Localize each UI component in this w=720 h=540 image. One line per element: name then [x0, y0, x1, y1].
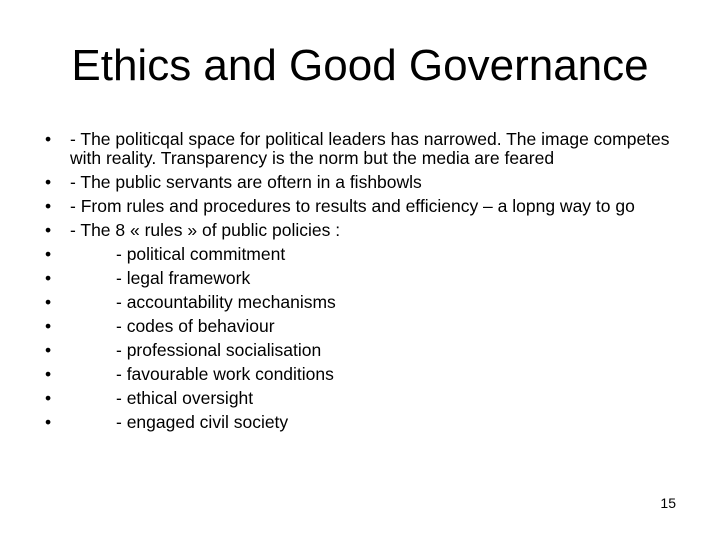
- bullet-icon: •: [45, 316, 52, 336]
- bullet-icon: •: [45, 340, 52, 360]
- list-item: [45, 130, 675, 168]
- bullet-icon: •: [45, 388, 52, 408]
- list-item-text: - codes of behaviour: [116, 316, 275, 336]
- list-item: [45, 365, 675, 384]
- bullet-icon: •: [45, 292, 52, 312]
- bullet-icon: •: [45, 220, 52, 240]
- list-item: [45, 389, 675, 408]
- list-item-text: - ethical oversight: [116, 388, 254, 408]
- list-item-text: - accountability mechanisms: [116, 292, 336, 312]
- list-item-text: - The 8 « rules » of public policies :: [70, 220, 341, 240]
- list-item-text: - political commitment: [116, 244, 286, 264]
- list-item: [45, 293, 675, 312]
- list-item-text: - professional socialisation: [116, 340, 322, 360]
- bullet-list: [45, 130, 675, 437]
- list-item: [45, 245, 675, 264]
- list-item: [45, 317, 675, 336]
- bullet-icon: •: [45, 364, 52, 384]
- list-item-text: - legal framework: [116, 268, 251, 288]
- bullet-icon: •: [45, 129, 52, 149]
- list-item: [45, 197, 675, 216]
- list-item: [45, 173, 675, 192]
- bullet-icon: •: [45, 172, 52, 192]
- list-item-text: - engaged civil society: [116, 412, 289, 432]
- list-item-text: - From rules and procedures to results and efficiency – a lopng way to go: [70, 196, 635, 216]
- list-item: [45, 221, 675, 240]
- list-item: [45, 269, 675, 288]
- bullet-icon: •: [45, 412, 52, 432]
- bullet-icon: •: [45, 244, 52, 264]
- slide-title: Ethics and Good Governance: [71, 41, 649, 90]
- list-item-text: - favourable work conditions: [116, 364, 334, 384]
- bullet-icon: •: [45, 196, 52, 216]
- list-item: [45, 413, 675, 432]
- list-item-text: - The public servants are oftern in a fishbowls: [70, 172, 422, 192]
- slide-number: 15: [660, 495, 676, 511]
- list-item: [45, 341, 675, 360]
- bullet-icon: •: [45, 268, 52, 288]
- list-item-text: - The politicqal space for political leaders has narrowed. The image competes with reality. Transparency is the norm but the media are feared: [70, 129, 670, 168]
